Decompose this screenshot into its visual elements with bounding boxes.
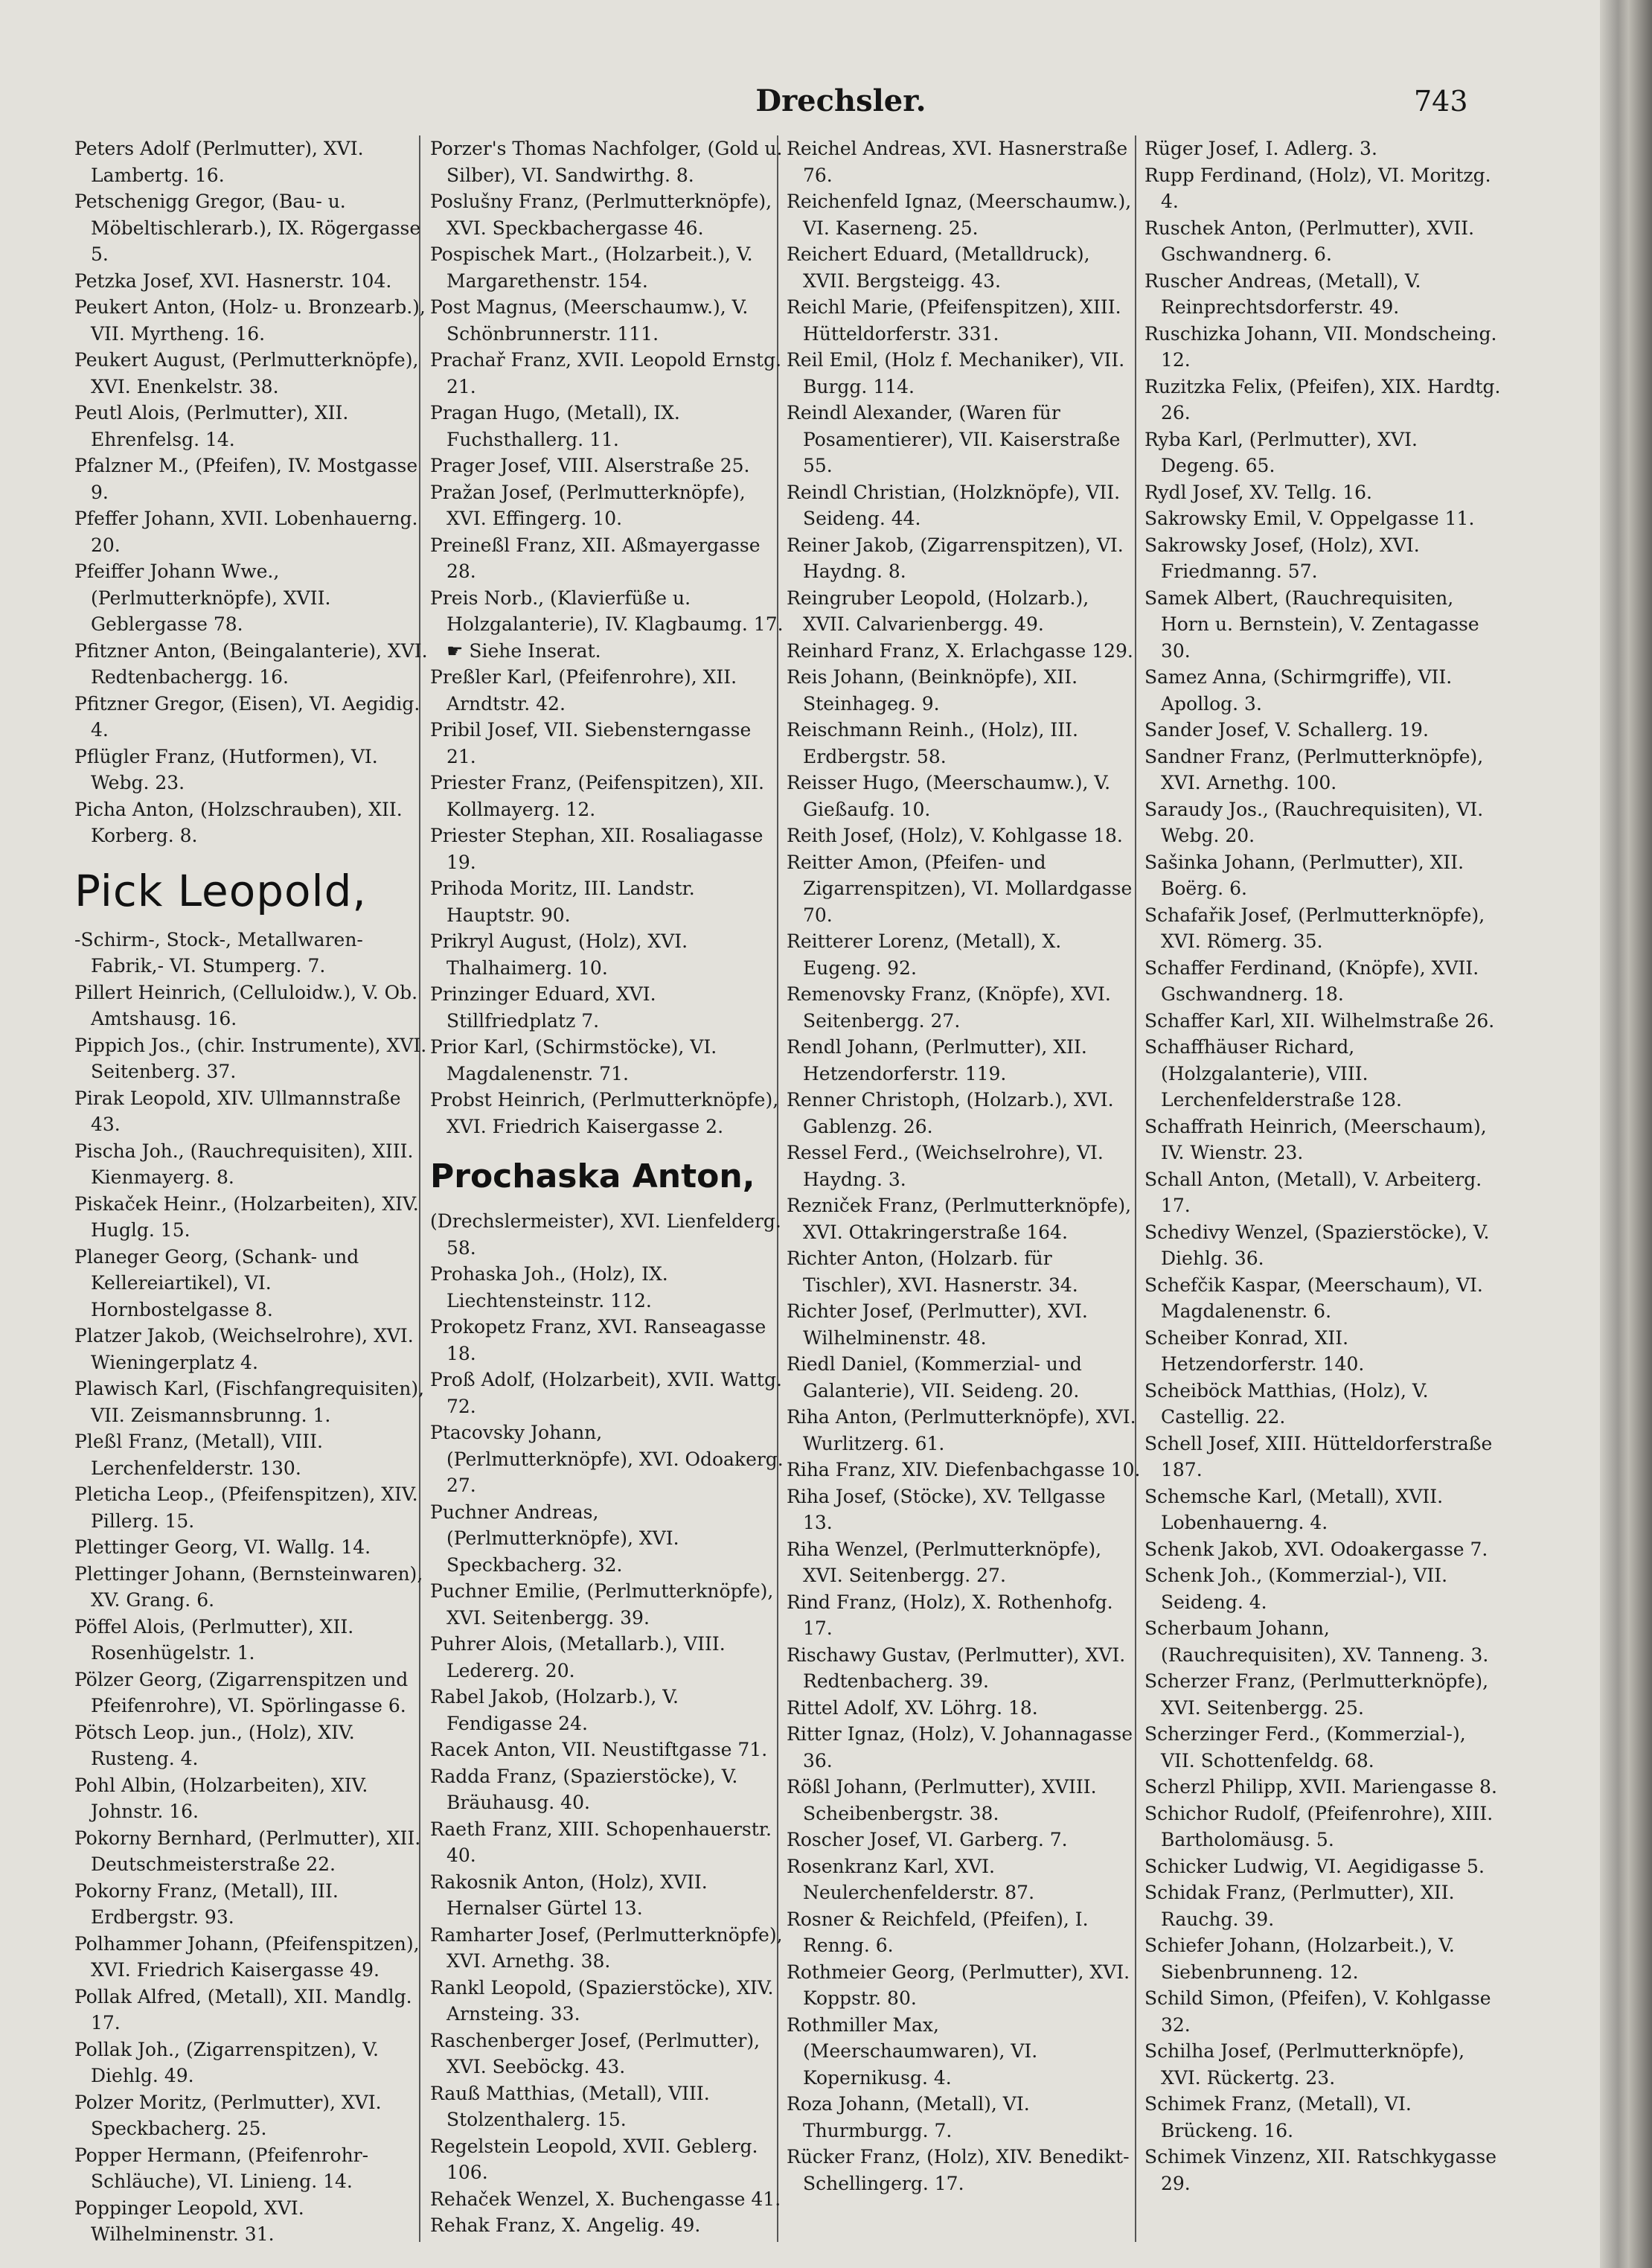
directory-entry: Plettinger Johann, (Bernsteinwaren), XV. Grang. 6.	[74, 1562, 423, 1611]
directory-entry: Polhammer Johann, (Pfeifenspitzen), XVI. Friedrich Kaisergasse 49.	[74, 1932, 420, 1981]
directory-entry: Reindl Alexander, (Waren für Posamentierer), VII. Kaiserstraße 55.	[787, 402, 1121, 476]
directory-entry: Roscher Josef, VI. Garberg. 7.	[787, 1829, 1068, 1850]
directory-entry: Samez Anna, (Schirmgriffe), VII. Apollog. 3.	[1144, 666, 1453, 715]
directory-entry: Pflügler Franz, (Hutformen), VI. Webg. 23.	[74, 745, 378, 793]
directory-entry: Platzer Jakob, (Weichselrohre), XVI. Wieningerplatz 4.	[74, 1325, 414, 1373]
directory-entry: Reindl Christian, (Holzknöpfe), VII. Seideng. 44.	[787, 481, 1121, 529]
advertisement-text: -Schirm-, Stock-, Metallwaren-Fabrik,- VI. Stumperg. 7.	[74, 928, 363, 977]
directory-entry: Reichl Marie, (Pfeifenspitzen), XIII. Hütteldorferstr. 331.	[787, 296, 1121, 345]
directory-entry: Reichel Andreas, XVI. Hasnerstraße 76.	[787, 138, 1128, 186]
directory-entry: Pischa Joh., (Rauchrequisiten), XIII. Kienmayerg. 8.	[74, 1140, 414, 1188]
directory-entry: Ryba Karl, (Perlmutter), XVI. Degeng. 65.	[1144, 428, 1418, 476]
column-2	[430, 135, 784, 2249]
directory-entry: Schefčik Kaspar, (Meerschaum), VI. Magdalenenstr. 6.	[1144, 1274, 1483, 1322]
directory-entry: Plawisch Karl, (Fischfangrequisiten), VII. Zeismannsbrunng. 1.	[74, 1378, 425, 1426]
directory-entry: Pippich Jos., (chir. Instrumente), XVI. Seitenberg. 37.	[74, 1034, 427, 1082]
directory-entry: Rischawy Gustav, (Perlmutter), XVI. Redtenbacherg. 39.	[787, 1643, 1126, 1692]
directory-entry: Schild Simon, (Pfeifen), V. Kohlgasse 32.	[1144, 1987, 1491, 2036]
directory-entry: Picha Anton, (Holzschrauben), XII. Korberg. 8.	[74, 798, 403, 846]
directory-entry: Scherzer Franz, (Perlmutterknöpfe), XVI. Seitenbergg. 25.	[1144, 1670, 1489, 1719]
directory-entry: Radda Franz, (Spazierstöcke), V. Bräuhausg. 40.	[430, 1765, 738, 1813]
directory-entry: Preis Norb., (Klavierfüße u. Holzgalanterie), IV. Klagbaumg. 17. ☛ Siehe Inserat.	[430, 587, 784, 662]
directory-entry: Rind Franz, (Holz), X. Rothenhofg. 17.	[787, 1591, 1113, 1639]
directory-entry: Pötsch Leop. jun., (Holz), XIV. Rusteng. 4.	[74, 1721, 355, 1769]
directory-entry: Post Magnus, (Meerschaumw.), V. Schönbrunnerstr. 111.	[430, 296, 749, 345]
directory-entry: Planeger Georg, (Schank- und Kellereiartikel), VI. Hornbostelgasse 8.	[74, 1245, 359, 1320]
column-3	[787, 135, 1141, 2249]
directory-entry: Ramharter Josef, (Perlmutterknöpfe), XVI. Arnethg. 38.	[430, 1923, 783, 1972]
directory-entry: Remenovsky Franz, (Knöpfe), XVI. Seitenbergg. 27.	[787, 983, 1111, 1032]
directory-entry: Ruschek Anton, (Perlmutter), XVII. Gschwandnerg. 6.	[1144, 217, 1475, 265]
directory-entry: Priester Stephan, XII. Rosaliagasse 19.	[430, 825, 763, 873]
directory-entry: Pohl Albin, (Holzarbeiten), XIV. Johnstr. 16.	[74, 1774, 368, 1822]
directory-entry: Rosner & Reichfeld, (Pfeifen), I. Renng. 6.	[787, 1908, 1089, 1956]
directory-entry: Pokorny Franz, (Metall), III. Erdbergstr. 93.	[74, 1879, 339, 1928]
directory-entry: Renner Christoph, (Holzarb.), XVI. Gablenzg. 26.	[787, 1089, 1114, 1137]
directory-entry: Schaffhäuser Richard, (Holzgalanterie), VIII. Lerchenfelderstraße 128.	[1144, 1036, 1402, 1111]
page-header-title: Drechsler.	[755, 83, 926, 118]
directory-entry: Pfeiffer Johann Wwe., (Perlmutterknöpfe), XVII. Geblergasse 78.	[74, 560, 331, 635]
directory-entry: Schenk Joh., (Kommerzial-), VII. Seideng. 4.	[1144, 1565, 1448, 1613]
directory-entry: Schimek Franz, (Metall), VI. Brückeng. 16.	[1144, 2093, 1412, 2141]
directory-entry: Puchner Emilie, (Perlmutterknöpfe), XVI. Seitenbergg. 39.	[430, 1580, 774, 1629]
directory-entry: Schedivy Wenzel, (Spazierstöcke), V. Diehlg. 36.	[1144, 1221, 1490, 1269]
directory-entry: Puhrer Alois, (Metallarb.), VIII. Ledererg. 20.	[430, 1633, 726, 1681]
directory-entry: Rothmeier Georg, (Perlmutter), XVI. Koppstr. 80.	[787, 1961, 1130, 2009]
directory-entry: Poppinger Leopold, XVI. Wilhelminenstr. 31.	[74, 2197, 304, 2245]
directory-entry: Pillert Heinrich, (Celluloidw.), V. Ob. Amtshausg. 16.	[74, 981, 418, 1029]
directory-entry: Pražan Josef, (Perlmutterknöpfe), XVI. Effingerg. 10.	[430, 481, 746, 529]
directory-entry: Scheiber Konrad, XII. Hetzendorferstr. 140.	[1144, 1326, 1365, 1375]
directory-entry: Ruschizka Johann, VII. Mondscheing. 12.	[1144, 322, 1497, 371]
directory-entry: Peukert Anton, (Holz- u. Bronzearb.), VII. Myrtheng. 16.	[74, 296, 426, 345]
directory-entry: Schaffer Karl, XII. Wilhelmstraße 26.	[1144, 1009, 1495, 1032]
directory-entry: Prachař Franz, XVII. Leopold Ernstg. 21.	[430, 349, 782, 397]
directory-entry: Proß Adolf, (Holzarbeit), XVII. Wattg. 72.	[430, 1369, 782, 1417]
directory-entry: Reingruber Leopold, (Holzarb.), XVII. Calvarienbergg. 49.	[787, 587, 1089, 635]
directory-entry: Sandner Franz, (Perlmutterknöpfe), XVI. Arnethg. 100.	[1144, 745, 1484, 793]
directory-entry: Reisser Hugo, (Meerschaumw.), V. Gießaufg. 10.	[787, 772, 1111, 820]
directory-entry: Sakrowsky Emil, V. Oppelgasse 11.	[1144, 508, 1475, 529]
directory-entry: Preßler Karl, (Pfeifenrohre), XII. Arndtstr. 42.	[430, 666, 737, 715]
directory-entry: Schaffer Ferdinand, (Knöpfe), XVII. Gschwandnerg. 18.	[1144, 956, 1479, 1005]
advertisement-text: (Drechslermeister), XVI. Lienfelderg. 58.	[430, 1210, 781, 1259]
directory-entry: Porzer's Thomas Nachfolger, (Gold u. Silber), VI. Sandwirthg. 8.	[430, 138, 783, 186]
directory-entry: Pleticha Leop., (Pfeifenspitzen), XIV. Pillerg. 15.	[74, 1483, 418, 1532]
directory-entry: Rakosnik Anton, (Holz), XVII. Hernalser Gürtel 13.	[430, 1871, 708, 1919]
directory-entry: Pirak Leopold, XIV. Ullmannstraße 43.	[74, 1087, 401, 1135]
directory-entry: Pleßl Franz, (Metall), VIII. Lerchenfelderstr. 130.	[74, 1431, 323, 1479]
directory-entry: Schicker Ludwig, VI. Aegidigasse 5.	[1144, 1855, 1485, 1877]
directory-entry: Plettinger Georg, VI. Wallg. 14.	[74, 1536, 371, 1558]
directory-entry: Racek Anton, VII. Neustiftgasse 71.	[430, 1739, 768, 1760]
directory-entry: Rößl Johann, (Perlmutter), XVIII. Scheibenbergstr. 38.	[787, 1776, 1097, 1824]
directory-entry: Reitter Amon, (Pfeifen- und Zigarrenspitzen), VI. Mollardgasse 70.	[787, 851, 1133, 926]
directory-entry: Richter Josef, (Perlmutter), XVI. Wilhelminenstr. 48.	[787, 1300, 1088, 1349]
directory-entry: Schidak Franz, (Perlmutter), XII. Rauchg. 39.	[1144, 1882, 1455, 1930]
directory-entry: Ressel Ferd., (Weichselrohre), VI. Haydng. 3.	[787, 1142, 1104, 1190]
directory-entry: Rehak Franz, X. Angelig. 49.	[430, 2214, 701, 2236]
directory-entry: Rezniček Franz, (Perlmutterknöpfe), XVI. Ottakringerstraße 164.	[787, 1195, 1132, 1243]
directory-entry: Rittel Adolf, XV. Löhrg. 18.	[787, 1696, 1038, 1719]
directory-entry: Pfeffer Johann, XVII. Lobenhauerng. 20.	[74, 508, 418, 556]
directory-entry: Rosenkranz Karl, XVI. Neulerchenfelderstr. 87.	[787, 1855, 1035, 1903]
directory-entry: Rauß Matthias, (Metall), VIII. Stolzenthalerg. 15.	[430, 2082, 710, 2130]
directory-entry: Reith Josef, (Holz), V. Kohlgasse 18.	[787, 825, 1123, 846]
directory-entry: Schell Josef, XIII. Hütteldorferstraße 187.	[1144, 1432, 1493, 1480]
directory-entry: Popper Hermann, (Pfeifenrohr-Schläuche), VI. Linieng. 14.	[74, 2144, 369, 2192]
directory-entry: Prior Karl, (Schirmstöcke), VI. Magdalenenstr. 71.	[430, 1036, 717, 1085]
directory-entry: Prokopetz Franz, XVI. Ranseagasse 18.	[430, 1316, 766, 1364]
directory-entry: Polzer Moritz, (Perlmutter), XVI. Speckbacherg. 25.	[74, 2091, 382, 2139]
directory-entry: Reichenfeld Ignaz, (Meerschaumw.), VI. Kaserneng. 25.	[787, 191, 1132, 239]
directory-entry: Schimek Vinzenz, XII. Ratschkygasse 29.	[1144, 2146, 1497, 2194]
directory-entry: Rüger Josef, I. Adlerg. 3.	[1144, 138, 1377, 159]
directory-entry: Schemsche Karl, (Metall), XVII. Lobenhauerng. 4.	[1144, 1485, 1444, 1533]
directory-entry: Pribil Josef, VII. Siebensterngasse 21.	[430, 719, 752, 767]
directory-entry: Prager Josef, VIII. Alserstraße 25.	[430, 455, 750, 476]
advertisement-heading: Prochaska Anton,	[430, 1157, 755, 1195]
directory-entry: Pfalzner M., (Pfeifen), IV. Mostgasse 9.	[74, 455, 418, 503]
directory-entry: Riha Franz, XIV. Diefenbachgasse 10.	[787, 1459, 1141, 1480]
directory-entry: Prikryl August, (Holz), XVI. Thalhaimerg. 10.	[430, 930, 688, 979]
directory-entry: Scherbaum Johann, (Rauchrequisiten), XV. Tanneng. 3.	[1144, 1617, 1489, 1666]
directory-entry: Rehaček Wenzel, X. Buchengasse 41.	[430, 2188, 781, 2210]
directory-entry: Scheiböck Matthias, (Holz), V. Castellig. 22.	[1144, 1379, 1429, 1428]
directory-entry: Riha Wenzel, (Perlmutterknöpfe), XVI. Seitenbergg. 27.	[787, 1538, 1102, 1586]
directory-entry: Reischmann Reinh., (Holz), III. Erdbergstr. 58.	[787, 719, 1078, 767]
directory-entry: Sašinka Johann, (Perlmutter), XII. Boërg. 6.	[1144, 851, 1464, 899]
directory-entry: Pöffel Alois, (Perlmutter), XII. Rosenhügelstr. 1.	[74, 1615, 354, 1664]
directory-entry: Riha Josef, (Stöcke), XV. Tellgasse 13.	[787, 1485, 1106, 1533]
directory-entry: Prihoda Moritz, III. Landstr. Hauptstr. 90.	[430, 878, 695, 926]
directory-entry: Regelstein Leopold, XVII. Geblerg. 106.	[430, 2135, 758, 2183]
directory-entry: Piskaček Heinr., (Holzarbeiten), XIV. Huglg. 15.	[74, 1192, 419, 1241]
book-page-edge	[1600, 0, 1652, 2268]
directory-entry: Pfitzner Gregor, (Eisen), VI. Aegidig. 4.	[74, 692, 420, 741]
directory-entry: Scherzinger Ferd., (Kommerzial-), VII. Schottenfeldg. 68.	[1144, 1723, 1466, 1772]
directory-entry: Rankl Leopold, (Spazierstöcke), XIV. Arnsteing. 33.	[430, 1976, 774, 2025]
directory-entry: Peutl Alois, (Perlmutter), XII. Ehrenfelsg. 14.	[74, 402, 349, 450]
directory-entry: Scherzl Philipp, XVII. Mariengasse 8.	[1144, 1776, 1497, 1798]
directory-entry: Reichert Eduard, (Metalldruck), XVII. Bergsteigg. 43.	[787, 243, 1090, 292]
directory-entry: Schafařik Josef, (Perlmutterknöpfe), XVI. Römerg. 35.	[1144, 904, 1485, 952]
column-1	[74, 135, 432, 2249]
directory-entry: Schilha Josef, (Perlmutterknöpfe), XVI. Rückertg. 23.	[1144, 2040, 1465, 2089]
directory-entry: Ruscher Andreas, (Metall), V. Reinprechtsdorferstr. 49.	[1144, 269, 1421, 318]
directory-entry: Schiefer Johann, (Holzarbeit.), V. Siebenbrunneng. 12.	[1144, 1935, 1455, 1983]
directory-entry: Pollak Alfred, (Metall), XII. Mandlg. 17.	[74, 1985, 412, 2034]
directory-entry: Schichor Rudolf, (Pfeifenrohre), XIII. Bartholomäusg. 5.	[1144, 1802, 1493, 1850]
advertisement-heading: Pick Leopold,	[74, 865, 367, 916]
directory-entry: Saraudy Jos., (Rauchrequisiten), VI. Webg. 20.	[1144, 798, 1484, 846]
page-number: 743	[1414, 85, 1468, 118]
directory-entry: Ruzitzka Felix, (Pfeifen), XIX. Hardtg. 26.	[1144, 375, 1501, 424]
directory-entry: Roza Johann, (Metall), VI. Thurmburgg. 7.	[787, 2093, 1030, 2141]
directory-entry: Riedl Daniel, (Kommerzial- und Galanterie), VII. Seideng. 20.	[787, 1353, 1082, 1402]
directory-entry: Pokorny Bernhard, (Perlmutter), XII. Deutschmeisterstraße 22.	[74, 1827, 421, 1875]
directory-entry: Reinhard Franz, X. Erlachgasse 129.	[787, 639, 1133, 662]
directory-entry: Rothmiller Max, (Meerschaumwaren), VI. Kopernikusg. 4.	[787, 2013, 1038, 2089]
directory-entry: Prinzinger Eduard, XVI. Stillfriedplatz 7.	[430, 983, 656, 1032]
directory-entry: Petschenigg Gregor, (Bau- u. Möbeltischlerarb.), IX. Rögergasse 5.	[74, 191, 421, 265]
directory-entry: Raeth Franz, XIII. Schopenhauerstr. 40.	[430, 1818, 772, 1866]
directory-entry: Samek Albert, (Rauchrequisiten, Horn u. Bernstein), V. Zentagasse 30.	[1144, 587, 1479, 662]
directory-entry: Reitterer Lorenz, (Metall), X. Eugeng. 92.	[787, 930, 1062, 979]
directory-entry: Reis Johann, (Beinknöpfe), XII. Steinhageg. 9.	[787, 666, 1078, 715]
directory-entry: Poslušny Franz, (Perlmutterknöpfe), XVI. Speckbachergasse 46.	[430, 191, 772, 239]
directory-entry: Schaffrath Heinrich, (Meerschaum), IV. Wienstr. 23.	[1144, 1115, 1487, 1163]
directory-entry: Rendl Johann, (Perlmutter), XII. Hetzendorferstr. 119.	[787, 1036, 1087, 1085]
directory-entry: Peukert August, (Perlmutterknöpfe), XVI. Enenkelstr. 38.	[74, 349, 419, 397]
directory-entry: Rabel Jakob, (Holzarb.), V. Fendigasse 24.	[430, 1686, 679, 1734]
column-4	[1144, 135, 1502, 2249]
directory-entry: Rupp Ferdinand, (Holz), VI. Moritzg. 4.	[1144, 164, 1491, 212]
directory-entry: Rücker Franz, (Holz), XIV. Benedikt-Schellingerg. 17.	[787, 2146, 1130, 2194]
directory-entry: Puchner Andreas, (Perlmutterknöpfe), XVI. Speckbacherg. 32.	[430, 1501, 679, 1576]
directory-entry: Reil Emil, (Holz f. Mechaniker), VII. Burgg. 114.	[787, 349, 1125, 397]
directory-entry: Riha Anton, (Perlmutterknöpfe), XVI. Wurlitzerg. 61.	[787, 1406, 1136, 1454]
directory-entry: Preineßl Franz, XII. Aßmayergasse 28.	[430, 534, 761, 582]
directory-entry: Reiner Jakob, (Zigarrenspitzen), VI. Haydng. 8.	[787, 534, 1124, 582]
directory-entry: Probst Heinrich, (Perlmutterknöpfe), XVI. Friedrich Kaisergasse 2.	[430, 1089, 779, 1137]
directory-entry: Priester Franz, (Peifenspitzen), XII. Kollmayerg. 12.	[430, 772, 764, 820]
directory-entry: Schenk Jakob, XVI. Odoakergasse 7.	[1144, 1538, 1488, 1560]
directory-entry: Pragan Hugo, (Metall), IX. Fuchsthallerg. 11.	[430, 402, 680, 450]
directory-entry: Pospischek Mart., (Holzarbeit.), V. Margarethenstr. 154.	[430, 243, 753, 292]
directory-entry: Petzka Josef, XVI. Hasnerstr. 104.	[74, 269, 392, 292]
directory-entry: Ptacovsky Johann, (Perlmutterknöpfe), XVI. Odoakerg. 27.	[430, 1422, 784, 1496]
directory-entry: Peters Adolf (Perlmutter), XVI. Lambertg. 16.	[74, 138, 364, 186]
directory-entry: Pollak Joh., (Zigarrenspitzen), V. Diehlg. 49.	[74, 2038, 379, 2086]
directory-entry: Schall Anton, (Metall), V. Arbeiterg. 17.	[1144, 1168, 1482, 1216]
directory-entry: Raschenberger Josef, (Perlmutter), XVI. Seeböckg. 43.	[430, 2029, 761, 2077]
directory-entry: Pfitzner Anton, (Beingalanterie), XVI. Redtenbachergg. 16.	[74, 639, 428, 688]
directory-entry: Sander Josef, V. Schallerg. 19.	[1144, 719, 1429, 741]
directory-entry: Rydl Josef, XV. Tellg. 16.	[1144, 481, 1372, 503]
directory-entry: Richter Anton, (Holzarb. für Tischler), XVI. Hasnerstr. 34.	[787, 1248, 1078, 1296]
directory-entry: Prohaska Joh., (Holz), IX. Liechtensteinstr. 112.	[430, 1263, 668, 1312]
directory-entry: Pölzer Georg, (Zigarrenspitzen und Pfeifenrohre), VI. Spörlingasse 6.	[74, 1668, 409, 1716]
directory-entry: Ritter Ignaz, (Holz), V. Johannagasse 36.	[787, 1723, 1133, 1772]
directory-entry: Sakrowsky Josef, (Holz), XVI. Friedmanng. 57.	[1144, 534, 1420, 582]
